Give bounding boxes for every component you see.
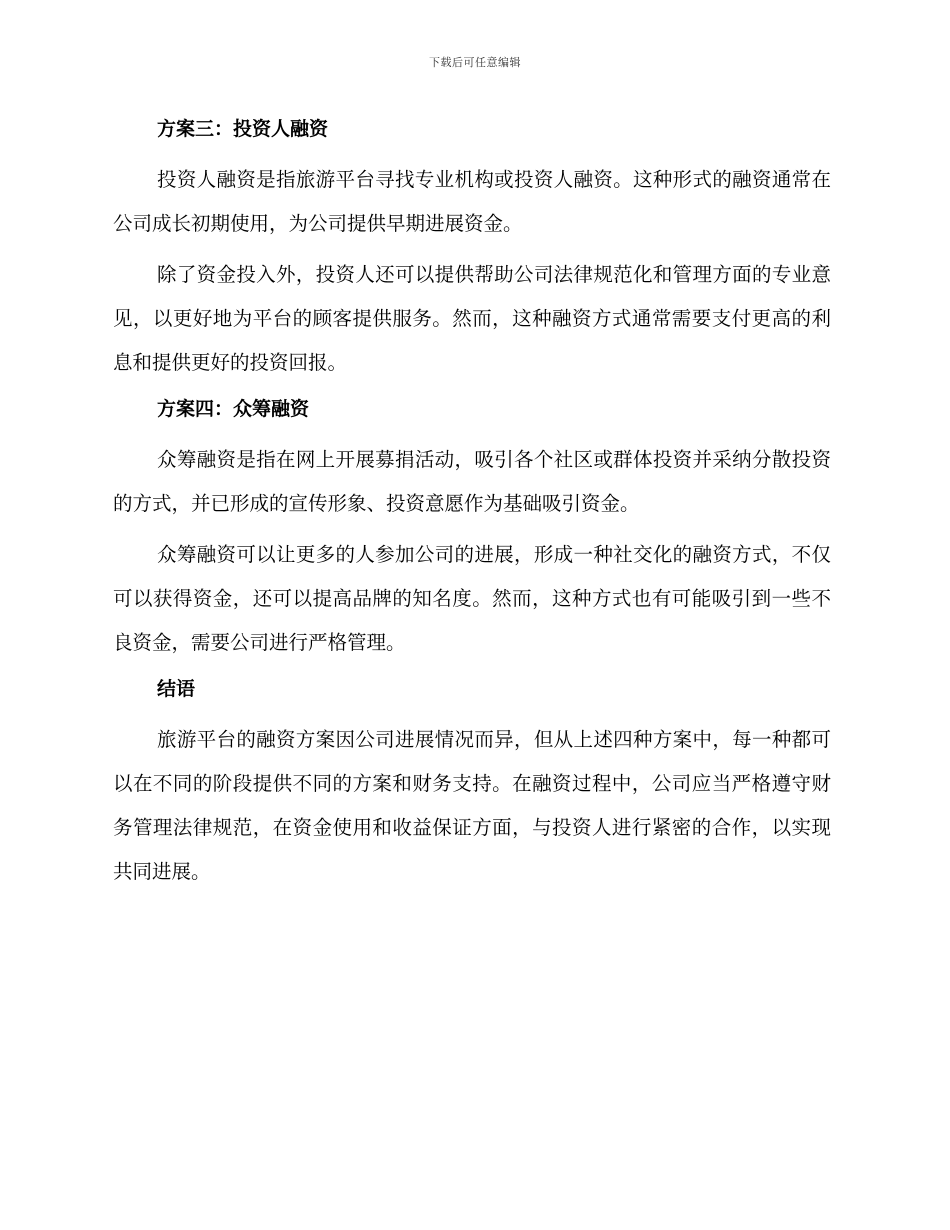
section-plan-three: [113, 112, 831, 385]
paragraph: 除了资金投入外，投资人还可以提供帮助公司法律规范化和管理方面的专业意见，以更好地为平台的顾客提供服务。然而，这种融资方式通常需要支付更高的利息和提供更好的投资回报。: [113, 263, 831, 374]
document-body: [113, 112, 831, 901]
paragraph: 众筹融资是指在网上开展募捐活动，吸引各个社区或群体投资并采纳分散投资的方式，并已形成的宣传形象、投资意愿作为基础吸引资金。: [113, 448, 831, 515]
section-plan-four: [113, 392, 831, 665]
paragraph: 旅游平台的融资方案因公司进展情况而异，但从上述四种方案中，每一种都可以在不同的阶段提供不同的方案和财务支持。在融资过程中，公司应当严格遵守财务管理法律规范，在资金使用和收益保证方面，与投资人进行紧密的合作，以实现共同进展。: [113, 728, 831, 883]
section-heading: 方案四：众筹融资: [157, 398, 310, 420]
section-conclusion: [113, 672, 831, 894]
paragraph: 众筹融资可以让更多的人参加公司的进展，形成一种社交化的融资方式，不仅可以获得资金，还可以提高品牌的知名度。然而，这种方式也有可能吸引到一些不良资金，需要公司进行严格管理。: [113, 543, 831, 654]
section-heading: 方案三：投资人融资: [157, 118, 329, 140]
paragraph: 投资人融资是指旅游平台寻找专业机构或投资人融资。这种形式的融资通常在公司成长初期使用，为公司提供早期进展资金。: [113, 168, 831, 235]
section-heading: 结语: [157, 678, 196, 700]
header-note: 下载后可任意编辑: [429, 56, 521, 69]
